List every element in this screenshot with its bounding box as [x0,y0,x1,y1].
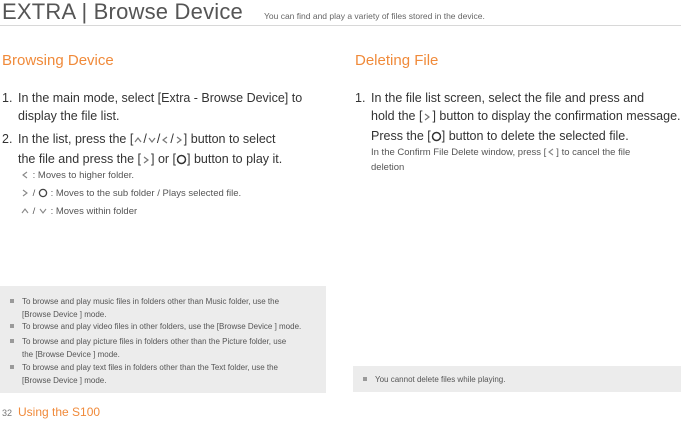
step-2-text-e: ] button to play it. [187,152,283,166]
delete-line-3a: Press the [ [371,129,431,143]
step-2-text-a: In the list, press the [ [18,132,134,146]
browsing-notes-box: To browse and play music files in folders other than Music folder, use the [Browse Device ] mode. To browse and play video files in other folders, use the [Browse Device ] mode. To browse and play picture files in folders other than the Picture folder, use the [Browse Device ] mode. To browse and play text files in folders other than the Text folder, use the [Browse Device ] mode. [0,286,326,393]
deleting-step-1 [355,89,681,143]
step-2-text-c: the file and press the [ [18,152,141,166]
bullet-icon [10,365,14,369]
step-number: 1. [2,91,13,105]
delete-line-3b: ] button to delete the selected file. [441,129,629,143]
bullet-icon [363,377,367,381]
right-key-icon [141,152,151,170]
right-key-icon [422,109,432,127]
circle-button-icon [176,152,187,170]
deleting-notes-box: You cannot delete files while playing. [353,366,681,392]
hint-within-folder: / : Moves within folder [20,203,137,223]
bullet-icon [10,299,14,303]
browsing-section-title: Browsing Device [2,52,114,69]
step-number: 1. [355,91,366,105]
bullet-icon [10,339,14,343]
browsing-step-1 [2,89,332,125]
deleting-section-title: Deleting File [355,52,439,69]
circle-button-icon [431,129,442,147]
up-key-icon [133,132,143,150]
left-key-icon [160,132,170,150]
header-divider [0,25,681,26]
delete-line-1: In the file list screen, select the file and press and [371,91,645,105]
right-key-icon [174,132,184,150]
step-2-text-b: ] button to select [183,132,276,146]
page-subtitle: You can find and play a variety of files stored in the device. [264,11,485,21]
step-1-line-2: display the file list. [18,109,120,123]
down-key-icon [147,132,157,150]
delete-cancel-hint: In the Confirm File Delete window, press [ ] to cancel the file deletion [371,147,631,173]
browsing-step-2: 2. In the list, press the [ / / / ] button to select the file and press the [ ] or [ ] button to play it. [2,130,332,166]
hint-sub-folder: / : Moves to the sub folder / Plays selected file. [20,185,241,205]
up-key-icon [20,205,30,223]
page-number: 32 [2,408,13,418]
step-number: 2. [2,132,13,146]
down-key-icon [38,205,48,223]
left-key-icon [546,147,556,161]
delete-line-2b: ] button to display the confirmation message. [432,109,681,123]
page-title: EXTRA | Browse Device [2,0,243,24]
footer-section-link: Using the S100 [18,405,101,419]
bullet-icon [10,324,14,328]
delete-line-2a: hold the [ [371,109,423,123]
hint-higher-folder: : Moves to higher folder. [20,167,134,187]
step-2-text-d: ] or [ [151,152,177,166]
step-1-line-1: In the main mode, select [Extra - Browse Device] to [18,91,303,105]
